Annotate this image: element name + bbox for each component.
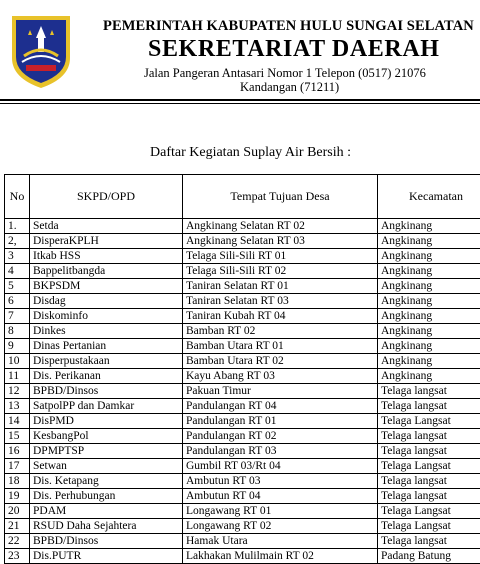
- table-cell: 21: [5, 519, 30, 534]
- table-cell: Ambutun RT 04: [183, 489, 378, 504]
- document-title: Daftar Kegiatan Suplay Air Bersih :: [150, 145, 351, 161]
- table-cell: DPMPTSP: [30, 444, 183, 459]
- table-cell: Disdag: [30, 294, 183, 309]
- table-cell: Telaga Langsat: [378, 504, 480, 519]
- table-row: [5, 519, 480, 534]
- office-city: Kandangan (71211): [240, 80, 339, 95]
- table-cell: Dis.PUTR: [30, 549, 183, 564]
- table-cell: Longawang RT 02: [183, 519, 378, 534]
- table-cell: 13: [5, 399, 30, 414]
- table-cell: 19: [5, 489, 30, 504]
- table-cell: DisperaKPLH: [30, 234, 183, 249]
- table-cell: Padang Batung: [378, 549, 480, 564]
- table-cell: Taniran Selatan RT 01: [183, 279, 378, 294]
- office-name: SEKRETARIAT DAERAH: [148, 36, 440, 63]
- table-cell: Telaga Langsat: [378, 459, 480, 474]
- table-cell: 2,: [5, 234, 30, 249]
- table-cell: Angkinang: [378, 234, 480, 249]
- table-row: [5, 219, 480, 234]
- table-cell: Dis. Perikanan: [30, 369, 183, 384]
- table-cell: KesbangPol: [30, 429, 183, 444]
- table-cell: Telaga langsat: [378, 474, 480, 489]
- office-address: Jalan Pangeran Antasari Nomor 1 Telepon (0517) 21076: [144, 66, 426, 81]
- table-row: [5, 264, 480, 279]
- table-cell: RSUD Daha Sejahtera: [30, 519, 183, 534]
- table-cell: 10: [5, 354, 30, 369]
- table-row: [5, 309, 480, 324]
- table-cell: 8: [5, 324, 30, 339]
- table-row: [5, 474, 480, 489]
- activity-table: [4, 174, 480, 564]
- table-row: [5, 384, 480, 399]
- table-cell: Gumbil RT 03/Rt 04: [183, 459, 378, 474]
- government-name: PEMERINTAH KABUPATEN HULU SUNGAI SELATAN: [103, 18, 474, 35]
- table-cell: Diskominfo: [30, 309, 183, 324]
- table-cell: Telaga langsat: [378, 444, 480, 459]
- table-cell: Dinkes: [30, 324, 183, 339]
- table-cell: Dinas Pertanian: [30, 339, 183, 354]
- table-cell: 1.: [5, 219, 30, 234]
- table-cell: Pandulangan RT 01: [183, 414, 378, 429]
- table-cell: Dis. Ketapang: [30, 474, 183, 489]
- column-header: SKPD/OPD: [30, 175, 183, 219]
- table-cell: 18: [5, 474, 30, 489]
- table-row: [5, 429, 480, 444]
- table-cell: 9: [5, 339, 30, 354]
- table-cell: Telaga langsat: [378, 399, 480, 414]
- table-cell: 22: [5, 534, 30, 549]
- table-cell: Bamban Utara RT 02: [183, 354, 378, 369]
- table-cell: Angkinang: [378, 354, 480, 369]
- table-cell: Longawang RT 01: [183, 504, 378, 519]
- table-row: [5, 444, 480, 459]
- table-row: [5, 249, 480, 264]
- table-row: [5, 354, 480, 369]
- table-cell: Telaga Sili-Sili RT 01: [183, 249, 378, 264]
- table-cell: SatpolPP dan Damkar: [30, 399, 183, 414]
- table-row: [5, 279, 480, 294]
- table-cell: 5: [5, 279, 30, 294]
- table-cell: DisPMD: [30, 414, 183, 429]
- table-cell: Ambutun RT 03: [183, 474, 378, 489]
- table-cell: Setwan: [30, 459, 183, 474]
- table-cell: 6: [5, 294, 30, 309]
- header-divider-thin: [0, 103, 480, 104]
- table-cell: PDAM: [30, 504, 183, 519]
- table-cell: 12: [5, 384, 30, 399]
- regency-crest-icon: [8, 10, 74, 90]
- table-cell: Angkinang: [378, 249, 480, 264]
- table-cell: Angkinang: [378, 264, 480, 279]
- table-row: [5, 234, 480, 249]
- table-cell: Telaga langsat: [378, 489, 480, 504]
- table-cell: Pandulangan RT 04: [183, 399, 378, 414]
- table-cell: Angkinang: [378, 219, 480, 234]
- table-cell: Telaga langsat: [378, 429, 480, 444]
- table-cell: Bappelitbangda: [30, 264, 183, 279]
- table-cell: 20: [5, 504, 30, 519]
- table-cell: Angkinang: [378, 339, 480, 354]
- table-cell: Taniran Kubah RT 04: [183, 309, 378, 324]
- table-cell: 15: [5, 429, 30, 444]
- table-cell: 7: [5, 309, 30, 324]
- table-row: [5, 459, 480, 474]
- table-row: [5, 339, 480, 354]
- table-cell: Setda: [30, 219, 183, 234]
- table-cell: Hamak Utara: [183, 534, 378, 549]
- table-cell: 14: [5, 414, 30, 429]
- table-cell: 16: [5, 444, 30, 459]
- table-row: [5, 489, 480, 504]
- table-row: [5, 399, 480, 414]
- table-cell: Disperpustakaan: [30, 354, 183, 369]
- table-cell: BPBD/Dinsos: [30, 384, 183, 399]
- table-cell: Angkinang Selatan RT 03: [183, 234, 378, 249]
- table-cell: Bamban RT 02: [183, 324, 378, 339]
- table-cell: 3: [5, 249, 30, 264]
- table-cell: Pakuan Timur: [183, 384, 378, 399]
- table-cell: BPBD/Dinsos: [30, 534, 183, 549]
- table-cell: 4: [5, 264, 30, 279]
- table-cell: Angkinang: [378, 324, 480, 339]
- table-header-row: [5, 175, 480, 219]
- table-cell: Telaga langsat: [378, 534, 480, 549]
- table-row: [5, 324, 480, 339]
- table-cell: Angkinang: [378, 309, 480, 324]
- table-cell: Pandulangan RT 02: [183, 429, 378, 444]
- table-cell: Dis. Perhubungan: [30, 489, 183, 504]
- header-divider: [0, 99, 480, 101]
- table-cell: Itkab HSS: [30, 249, 183, 264]
- table-cell: Telaga langsat: [378, 384, 480, 399]
- table-cell: 17: [5, 459, 30, 474]
- table-row: [5, 504, 480, 519]
- table-cell: 23: [5, 549, 30, 564]
- table-row: [5, 414, 480, 429]
- column-header: Kecamatan: [378, 175, 480, 219]
- table-cell: Angkinang: [378, 369, 480, 384]
- table-cell: BKPSDM: [30, 279, 183, 294]
- table-cell: Taniran Selatan RT 03: [183, 294, 378, 309]
- column-header: No: [5, 175, 30, 219]
- table-cell: Telaga Sili-Sili RT 02: [183, 264, 378, 279]
- table-row: [5, 369, 480, 384]
- table-row: [5, 534, 480, 549]
- table-cell: Telaga Langsat: [378, 519, 480, 534]
- table-cell: Bamban Utara RT 01: [183, 339, 378, 354]
- table-row: [5, 549, 480, 564]
- table-cell: Lakhakan Mulilmain RT 02: [183, 549, 378, 564]
- table-row: [5, 294, 480, 309]
- table-cell: Angkinang Selatan RT 02: [183, 219, 378, 234]
- table-cell: 11: [5, 369, 30, 384]
- table-cell: Telaga Langsat: [378, 414, 480, 429]
- table-cell: Angkinang: [378, 294, 480, 309]
- column-header: Tempat Tujuan Desa: [183, 175, 378, 219]
- table-cell: Pandulangan RT 03: [183, 444, 378, 459]
- table-cell: Angkinang: [378, 279, 480, 294]
- table-cell: Kayu Abang RT 03: [183, 369, 378, 384]
